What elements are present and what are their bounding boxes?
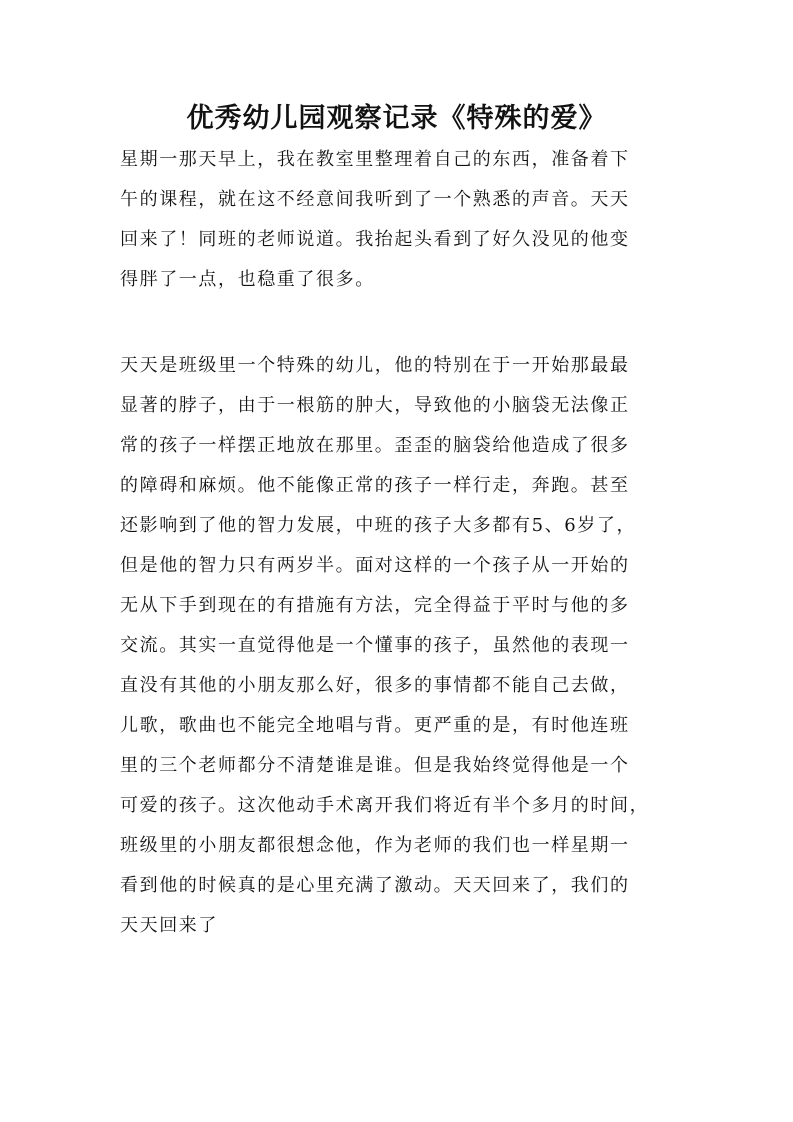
- paragraph-1: [120, 140, 680, 300]
- paragraph-line: 得胖了一点，也稳重了很多。: [120, 269, 375, 290]
- paragraph-line: 显著的脖子，由于一根筋的肿大，导致他的小脑袋无法像正: [120, 395, 630, 416]
- paragraph-line: 看到他的时候真的是心里充满了激动。天天回来了，我们的: [120, 875, 630, 896]
- paragraph-line: 回来了！同班的老师说道。我抬起头看到了好久没见的他变: [120, 229, 630, 250]
- paragraph-line: 儿歌，歌曲也不能完全地唱与背。更严重的是，有时他连班: [120, 715, 630, 736]
- paragraph-line: 午的课程，就在这不经意间我听到了一个熟悉的声音。天天: [120, 189, 630, 210]
- paragraph-line: 无从下手到现在的有措施有方法，完全得益于平时与他的多: [120, 595, 630, 616]
- paragraph-2: [120, 346, 680, 946]
- paragraph-line: 的障碍和麻烦。他不能像正常的孩子一样行走，奔跑。甚至: [120, 475, 630, 496]
- paragraph-line: 常的孩子一样摆正地放在那里。歪歪的脑袋给他造成了很多: [120, 435, 630, 456]
- paragraph-line: 交流。其实一直觉得他是一个懂事的孩子，虽然他的表现一: [120, 635, 630, 656]
- paragraph-line: 天天回来了: [120, 915, 218, 936]
- paragraph-line: 班级里的小朋友都很想念他，作为老师的我们也一样星期一: [120, 835, 630, 856]
- paragraph-line: 直没有其他的小朋友那么好，很多的事情都不能自己去做，: [120, 675, 630, 696]
- paragraph-line: 天天是班级里一个特殊的幼儿，他的特别在于一开始那最最: [120, 355, 630, 376]
- document-title: 优秀幼儿园观察记录《特殊的爱》: [186, 103, 607, 134]
- paragraph-line: 可爱的孩子。这次他动手术离开我们将近有半个多月的时间，: [120, 795, 650, 816]
- paragraph-line: 还影响到了他的智力发展，中班的孩子大多都有5、6岁了，: [120, 515, 637, 536]
- paragraph-line: 星期一那天早上，我在教室里整理着自己的东西，准备着下: [120, 149, 630, 170]
- paragraph-line: 里的三个老师都分不清楚谁是谁。但是我始终觉得他是一个: [120, 755, 630, 776]
- paragraph-line: 但是他的智力只有两岁半。面对这样的一个孩子从一开始的: [120, 555, 630, 576]
